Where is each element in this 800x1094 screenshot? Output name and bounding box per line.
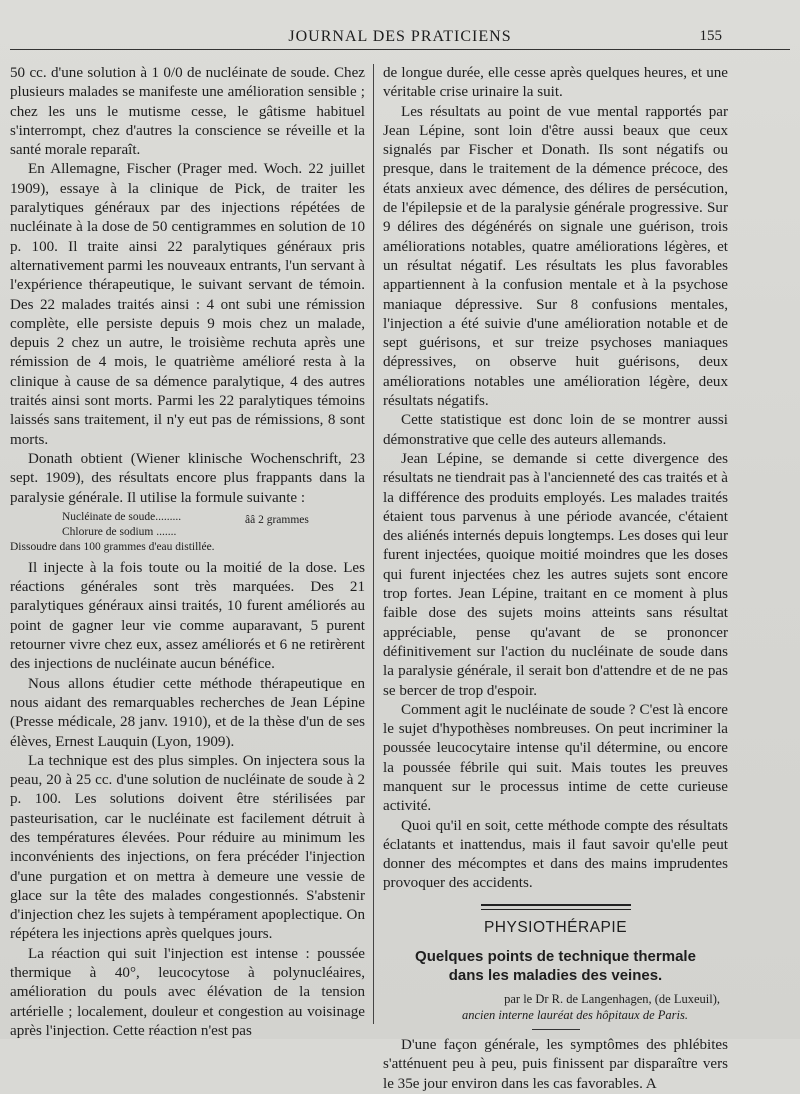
- formula-block: [10, 510, 365, 555]
- column-divider: [373, 64, 374, 1024]
- left-column: [10, 64, 365, 1041]
- formula-line: Chlorure de sodium .......: [62, 525, 177, 538]
- short-rule: [532, 1029, 580, 1030]
- section-title: PHYSIOTHÉRAPIE: [483, 918, 628, 936]
- running-header: [10, 26, 790, 50]
- paragraph: Quoi qu'il en soit, cette méthode compte des résultats éclatants et inattendus, mais il faut savoir qu'elle peut donner des mécomptes et dans des mains imprudentes provoquer des accidents.: [383, 817, 728, 892]
- paragraph: Il injecte à la fois toute ou la moitié de la dose. Les réactions générales sont très marquées. Des 21 paralytiques généraux ainsi traités, 10 furent améliorés au point de gagner leur vie comme auparavant, 5 purent retourner vivre chez eux, assez améliorés et 6 ne retirèrent des injections de nucléinate aucun bénéfice.: [10, 559, 365, 673]
- section-separator: [481, 904, 631, 910]
- paragraph: Cette statistique est donc loin de se montrer aussi démonstrative que celle des auteurs allemands.: [383, 412, 728, 448]
- paragraph: Les résultats au point de vue mental rapportés par Jean Lépine, sont loin d'être aussi beaux que ceux signalés par Fischer et Donath. Ils sont négatifs ou presque, dans le traitement de la démence précoce, des états anxieux avec démence, des délires de persécution, de l'épilepsie et de la paralysie générale progressive. Sur 9 délires des dégénérés on signale une guérison, trois améliorations notables, quatre améliorations légères, et un résultat négatif. Les résultats les plus favorables appartiennent à la confusion mentale et à la psychose maniaque dépressive. Sur 8 confusions mentales, l'injection a été suivie d'une amélioration notable et de sept guérisons, et sur treize psychoses maniaques dépressives, on observe huit guérisons, deux améliorations notables une amélioration légère, deux résultats négatifs.: [383, 103, 728, 410]
- formula-dose: ââ 2 grammes: [245, 513, 309, 526]
- paragraph: de longue durée, elle cesse après quelques heures, et une véritable crise urinaire la suit.: [383, 65, 728, 101]
- right-column: [383, 64, 728, 1094]
- formula-instruction: Dissoudre dans 100 grammes d'eau distillée.: [10, 540, 215, 553]
- paragraph: Jean Lépine, se demande si cette divergence des résultats ne tiendrait pas à l'ancienneté des cas traités et à la différence des produits employés. Les malades traités étaient tous parvenus à une période avancée, c'étaient des aliénés internés depuis longtemps. Les doses qui leur furent injectées, quoique moitié moindres que les doses qui furent injectées chez les autres sujets sont encore trop fortes. Jean Lépine, traitant en ce moment à plus faible dose des sujets moins atteints sans résultat appréciable, pense qu'avant de se prononcer définitivement sur l'action du nucléinate de soude dans la paralysie générale, il serait bon d'attendre et de ne pas se bercer de trop d'espoir.: [383, 450, 728, 699]
- paragraph: La réaction qui suit l'injection est intense : poussée thermique à 40°, leucocytose à polynucléaires, amélioration du pouls avec élévation de la tension artérielle ; localement, douleur et congestion au voisinage après l'injection. Cette réaction n'est pas: [10, 945, 365, 1039]
- author-affiliation: ancien interne lauréat des hôpitaux de Paris.: [461, 1008, 688, 1023]
- paragraph: La technique est des plus simples. On injectera sous la peau, 20 à 25 cc. d'une solution de nucléinate de soude à 2 p. 100. Les solutions doivent être stérilisées par pasteurisation, car le nucléinate est facilement détruit à des températures élevées. Pour réduire au minimum les inconvénients des injections, on fera précéder l'injection d'une purgation et on mettra à demeure une vessie de glace sur la tête des malades congestionnés. S'abstenir d'injection chez les sujets à tempérament apoplectique. On répétera les injections après quelques jours.: [10, 752, 365, 943]
- paragraph: Nous allons étudier cette méthode thérapeutique en nous aidant des remarquables recherches de Jean Lépine (Presse médicale, 28 janv. 1910), et de la thèse d'un de ses élèves, Ernest Lauquin (Lyon, 1909).: [10, 675, 365, 750]
- paragraph: Donath obtient (Wiener klinische Wochenschrift, 23 sept. 1909), des résultats encore plus frappants dans la paralysie générale. Il utilise la formule suivante :: [10, 450, 365, 506]
- paragraph: Comment agit le nucléinate de soude ? C'est là encore le sujet d'hypothèses nombreuses. On peut incriminer la poussée leucocytaire intense qu'il détermine, ou encore la poussée fébrile qui suit. Mais toutes les preuves manquent sur le processus intime de cette curieuse activité.: [383, 701, 728, 815]
- page-number: 155: [699, 28, 722, 44]
- paragraph: En Allemagne, Fischer (Prager med. Woch. 22 juillet 1909), essaye à la clinique de Pick, de traiter les paralytiques généraux par des injections répétées de nucléinate à la dose de 50 centigrammes en solution de 10 p. 100. Il traite ainsi 22 paralytiques généraux pris alternativement parmi les nouveaux entrants, l'un servant à l'expérience thérapeutique, le suivant servant de témoin. Des 22 malades traités ainsi : 4 ont subi une rémission complète, elle persiste depuis 9 mois chez un malade, depuis 2 chez un autre, le troisième rechuta après une rémission de 4 mois, le quatrième amélioré resta à la clinique à cause de sa démence paralytique, 4 des autres traités ainsi sont morts. Parmi les 22 paralytiques témoins laissés sans traitement, il n'y eut pas de rémissions, 8 sont morts.: [10, 161, 365, 448]
- formula-line: Nucléinate de soude.........: [62, 510, 182, 523]
- article-byline: par le Dr R. de Langenhagen, (de Luxeuil),: [504, 992, 720, 1007]
- article-title-line: Quelques points de technique thermale: [415, 948, 696, 966]
- journal-title: JOURNAL DES PRATICIENS: [288, 28, 512, 45]
- paragraph: 50 cc. d'une solution à 1 0/0 de nucléinate de soude. Chez plusieurs malades se manifeste une amélioration sensible ; chez les uns le mutisme cesse, le gâtisme habituel s'interrompt, chez d'autres la conscience se réveille et la santé morale reparaît.: [10, 65, 365, 159]
- article-title-line: dans les maladies des veines.: [448, 967, 663, 985]
- paragraph: D'une façon générale, les symptômes des phlébites s'atténuent peu à peu, puis finissent par disparaître vers le 35e jour environ dans les cas favorables. A: [383, 1037, 728, 1092]
- header-rule: [10, 49, 790, 50]
